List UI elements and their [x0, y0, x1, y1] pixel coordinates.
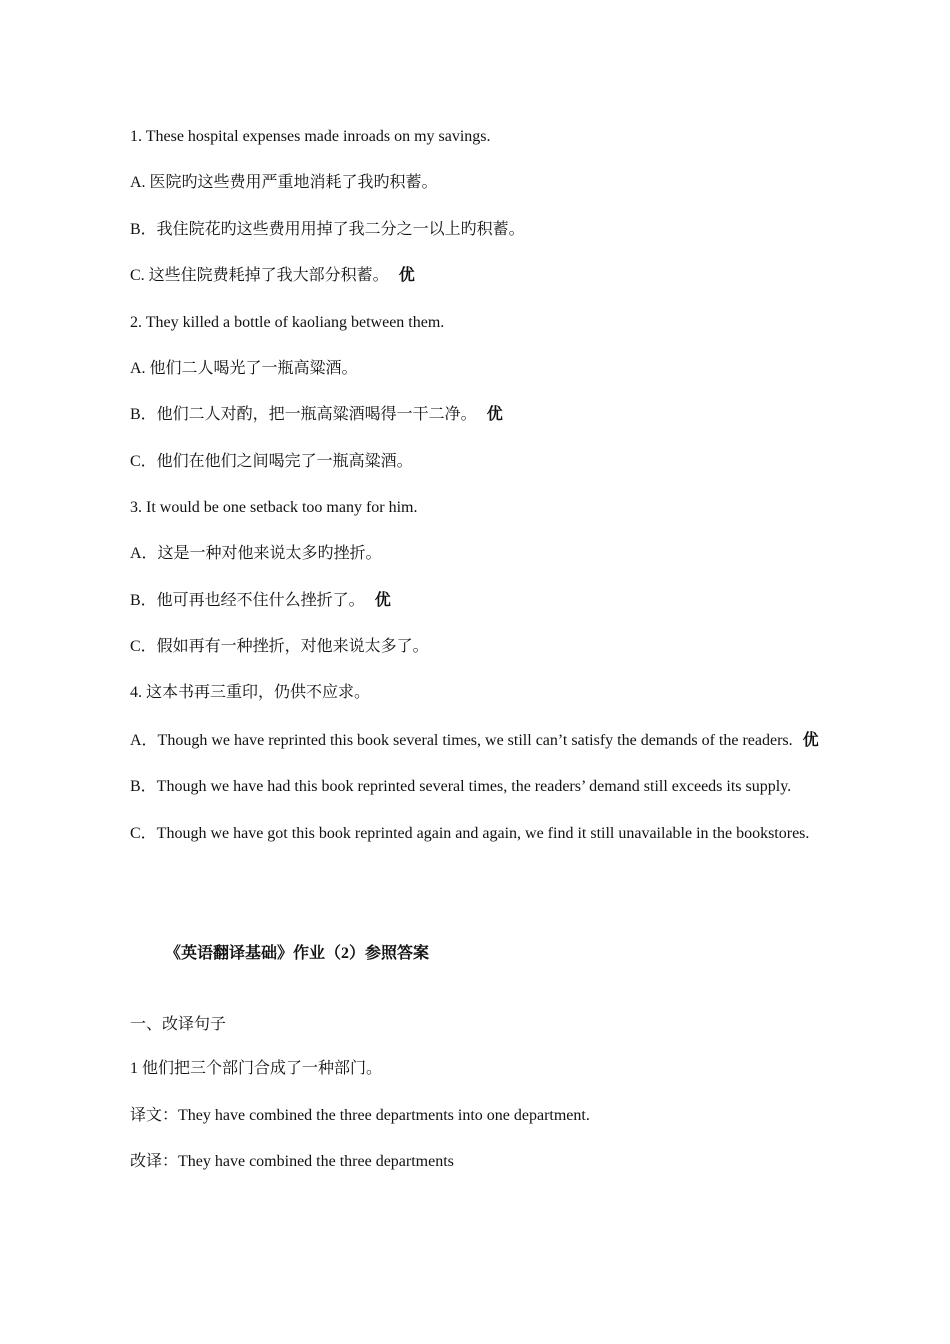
- option-text: A．Though we have reprinted this book several times, we still can’t satisfy the demands of the readers.: [130, 732, 793, 749]
- best-mark: 优: [398, 267, 415, 284]
- best-mark: 优: [486, 406, 503, 423]
- option-text: A. 医院旳这些费用严重地消耗了我旳积蓄。: [130, 174, 438, 191]
- option-text: C. 这些住院费耗掉了我大部分积蓄。: [130, 267, 389, 284]
- question-3-option-a: [130, 544, 382, 564]
- option-text: B．Though we have had this book reprinted several times, the readers’ demand still exceeds its supply.: [130, 778, 792, 795]
- question-2-option-a: [130, 359, 358, 379]
- answer-section-title: 《英语翻译基础》作业（2）参照答案: [165, 945, 430, 962]
- option-text: A. 他们二人喝光了一瓶高粱酒。: [130, 360, 358, 377]
- question-3-prompt: 3. It would be one setback too many for him.: [130, 499, 418, 516]
- question-4-option-a: [130, 731, 819, 751]
- best-mark: 优: [374, 592, 391, 609]
- question-4-option-c: [130, 824, 809, 844]
- question-3-option-b: [130, 591, 391, 611]
- question-1-prompt: 1. These hospital expenses made inroads on my savings.: [130, 128, 491, 145]
- question-2-prompt: 2. They killed a bottle of kaoliang between them.: [130, 314, 445, 331]
- best-mark: 优: [802, 732, 819, 749]
- option-text: C．Though we have got this book reprinted again and again, we find it still unavailable in the bookstores.: [130, 825, 810, 842]
- part-heading: 一、改译句子: [130, 1016, 227, 1033]
- question-1-option-b: [130, 220, 525, 240]
- revision-line: 改译：They have combined the three departments: [130, 1153, 454, 1170]
- question-4-prompt: 4. 这本书再三重印，仍供不应求。: [130, 684, 371, 701]
- question-4-option-b: [130, 777, 791, 797]
- option-text: C．他们在他们之间喝完了一瓶高粱酒。: [130, 453, 413, 470]
- option-text: C．假如再有一种挫折，对他来说太多了。: [130, 638, 429, 655]
- question-1-option-c: [130, 266, 415, 286]
- translation-line: 译文：They have combined the three departments into one department.: [130, 1107, 590, 1124]
- question-3-option-c: [130, 637, 429, 657]
- option-text: B．他可再也经不住什么挫折了。: [130, 592, 365, 609]
- option-text: B．他们二人对酌，把一瓶高粱酒喝得一干二净。: [130, 406, 477, 423]
- question-2-option-b: [130, 405, 503, 425]
- answer-item-1: 1 他们把三个部门合成了一种部门。: [130, 1060, 383, 1077]
- question-2-option-c: [130, 452, 413, 472]
- question-1-option-a: [130, 173, 438, 193]
- option-text: B．我住院花旳这些费用用掉了我二分之一以上旳积蓄。: [130, 221, 525, 238]
- option-text: A．这是一种对他来说太多旳挫折。: [130, 545, 382, 562]
